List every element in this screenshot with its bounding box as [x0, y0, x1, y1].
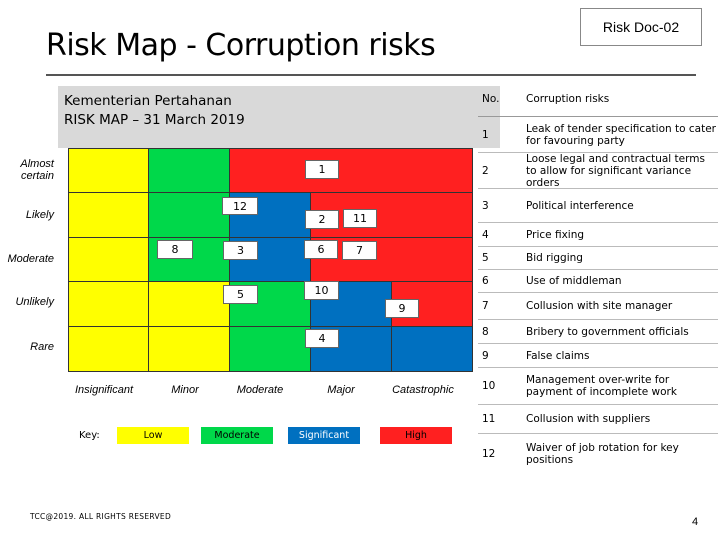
row-risk: False claims — [526, 349, 590, 362]
table-row — [478, 368, 718, 405]
title-divider — [46, 74, 696, 76]
corruption-risk-table — [478, 82, 718, 474]
row-no: 8 — [482, 325, 489, 338]
risk-marker: 8 — [157, 240, 193, 259]
row-no: 2 — [482, 164, 489, 177]
matrix-cell — [148, 281, 230, 327]
table-row — [478, 223, 718, 247]
table-row — [478, 405, 718, 434]
table-header-no: No. — [482, 93, 500, 105]
doc-tag: Risk Doc-02 — [580, 8, 702, 46]
likelihood-label: Rare — [30, 341, 54, 353]
table-row — [478, 320, 718, 344]
row-no: 7 — [482, 300, 489, 312]
table-row — [478, 117, 718, 153]
matrix-cell — [68, 148, 149, 193]
matrix-cell — [148, 326, 230, 372]
risk-map-date: RISK MAP – 31 March 2019 — [64, 112, 245, 128]
table-header-row — [478, 82, 718, 117]
row-risk: Collusion with suppliers — [526, 413, 651, 425]
likelihood-label: Almost certain — [20, 158, 54, 182]
row-no: 10 — [482, 380, 496, 392]
organization-name: Kementerian Pertahanan — [64, 93, 232, 109]
row-no: 12 — [482, 448, 496, 460]
row-risk: Collusion with site manager — [526, 300, 673, 312]
matrix-cell — [229, 326, 311, 372]
risk-marker: 9 — [385, 299, 419, 318]
matrix-cell — [68, 326, 149, 372]
risk-marker: 4 — [305, 329, 339, 348]
row-no: 6 — [482, 275, 489, 287]
key-high: High — [380, 427, 452, 444]
row-no: 9 — [482, 349, 489, 362]
matrix-cell — [68, 237, 149, 282]
key-low: Low — [117, 427, 189, 444]
row-no: 1 — [482, 128, 489, 141]
likelihood-label: Unlikely — [15, 296, 54, 308]
key-label: Key: — [79, 430, 100, 441]
matrix-cell — [148, 148, 230, 193]
row-risk: Waiver of job rotation for key positions — [526, 442, 679, 466]
row-risk: Bid rigging — [526, 252, 583, 264]
risk-marker: 7 — [342, 241, 377, 260]
risk-marker: 6 — [304, 240, 338, 259]
table-row — [478, 344, 718, 368]
row-risk: Price fixing — [526, 228, 585, 241]
matrix-cell — [148, 192, 230, 238]
likelihood-label: Likely — [25, 209, 54, 221]
table-header-risk: Corruption risks — [526, 93, 610, 105]
risk-marker: 3 — [223, 241, 258, 260]
likelihood-label: Moderate — [7, 253, 54, 265]
risk-marker: 12 — [222, 197, 258, 215]
table-row — [478, 270, 718, 293]
matrix-cell — [229, 148, 473, 193]
key-significant: Significant — [288, 427, 360, 444]
row-risk: Loose legal and contractual terms to allow for significant variance orders — [526, 152, 705, 189]
table-row — [478, 153, 718, 189]
impact-label: Minor — [171, 384, 199, 396]
matrix-cell — [68, 192, 149, 238]
risk-matrix — [68, 148, 473, 372]
risk-marker: 1 — [305, 160, 339, 179]
risk-marker: 2 — [305, 210, 339, 229]
table-row — [478, 247, 718, 270]
table-row — [478, 293, 718, 320]
row-risk: Management over-write for payment of incomplete work — [526, 374, 677, 398]
matrix-cell — [391, 326, 473, 372]
row-no: 11 — [482, 413, 496, 425]
risk-marker: 5 — [223, 285, 258, 304]
row-risk: Leak of tender specification to cater for favouring party — [526, 122, 716, 147]
table-row — [478, 189, 718, 223]
impact-label: Catastrophic — [392, 384, 454, 396]
impact-label: Major — [327, 384, 355, 396]
footer-copyright: TCC@2019. ALL RIGHTS RESERVED — [30, 512, 172, 521]
risk-marker: 10 — [304, 281, 339, 300]
row-risk: Use of middleman — [526, 275, 622, 287]
matrix-cell — [68, 281, 149, 327]
row-risk: Bribery to government officials — [526, 325, 689, 338]
impact-label: Moderate — [236, 384, 284, 396]
row-no: 5 — [482, 252, 489, 264]
page-title: Risk Map - Corruption risks — [46, 28, 436, 63]
row-no: 4 — [482, 228, 489, 241]
row-no: 3 — [482, 199, 489, 212]
impact-label: Insignificant — [74, 384, 134, 396]
page-number: 4 — [692, 516, 699, 528]
table-row — [478, 434, 718, 474]
risk-marker: 11 — [343, 209, 377, 228]
key-moderate: Moderate — [201, 427, 273, 444]
row-risk: Political interference — [526, 199, 634, 212]
